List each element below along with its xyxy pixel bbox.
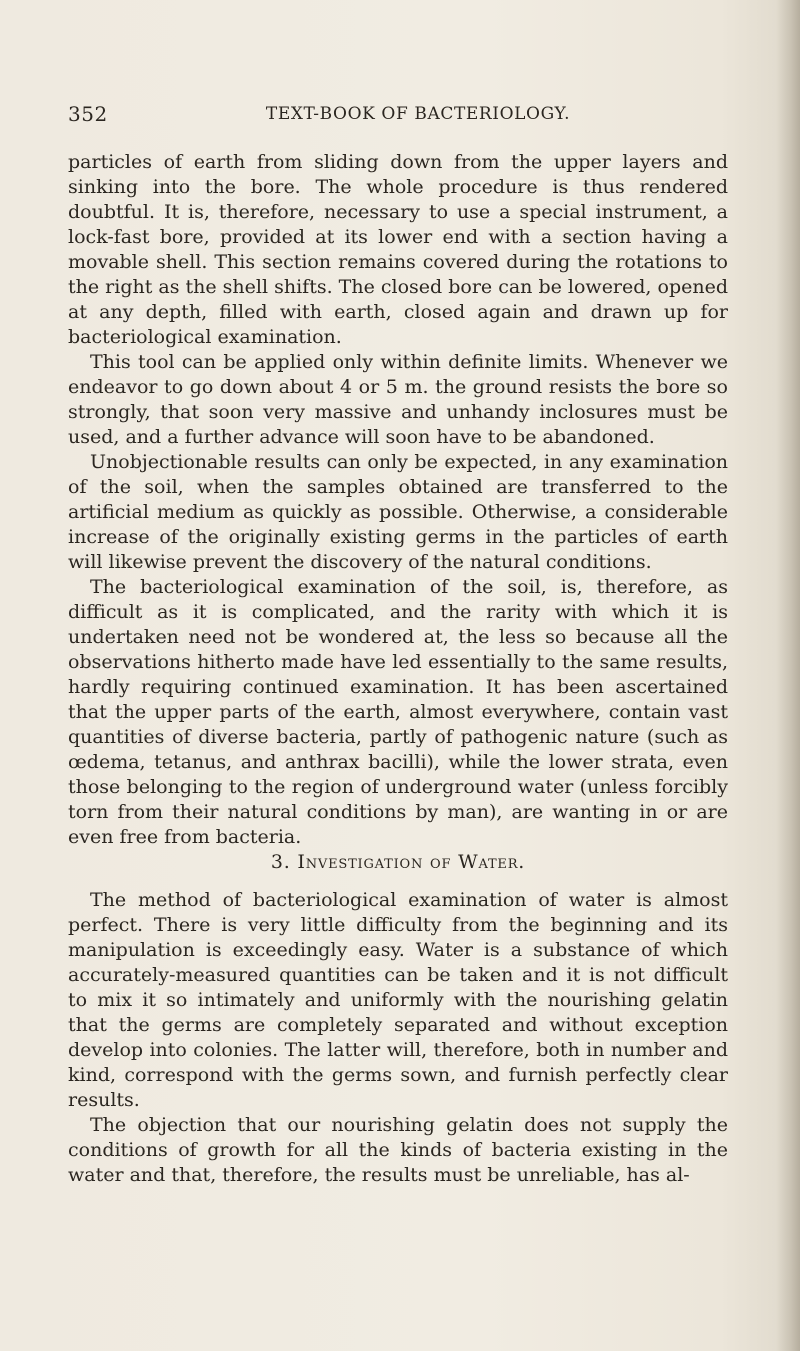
section-title: Investigation of Water. xyxy=(297,851,526,873)
page-header xyxy=(68,100,738,130)
body-text-upper xyxy=(68,150,728,850)
paragraph: Unobjectionable results can only be expected, in any examination of the soil, when the samples obtained are transferred to the artificial medium as quickly as possible. Otherwise, a considerable increase of the originally existing germs in the particles of earth will likewise prevent the discovery of the natural conditions. xyxy=(68,451,728,573)
paragraph: The bacteriological examination of the soil, is, therefore, as difficult as it is complicated, and the rarity with which it is undertaken need not be wondered at, the less so because all the observations hitherto made have led essentially to the same results, hardly requiring continued examination. It has been ascertained that the upper parts of the earth, almost everywhere, contain vast quantities of diverse bacteria, partly of pathogenic nature (such as œdema, tetanus, and anthrax bacilli), while the lower strata, even those belonging to the region of underground water (unless forcibly torn from their natural conditions by man), are wanting in or are even free from bacteria. xyxy=(68,576,728,848)
paragraph: The method of bacteriological examination of water is almost perfect. There is very little difficulty from the beginning and its manipulation is exceedingly easy. Water is a substance of which accurately-measured quantities can be taken and it is not difficult to mix it so intimately and uniformly with the nourishing gelatin that the germs are completely separated and without exception develop into colonies. The latter will, therefore, both in number and kind, correspond with the germs sown, and furnish perfectly clear results. xyxy=(68,889,728,1111)
section-heading xyxy=(68,851,728,873)
paragraph: This tool can be applied only within definite limits. Whenever we endeavor to go down about 4 or 5 m. the ground resists the bore so strongly, that soon very massive and unhandy inclosures must be used, and a further advance will soon have to be abandoned. xyxy=(68,351,728,448)
page-number: 352 xyxy=(68,102,108,126)
body-text-lower xyxy=(68,888,728,1188)
paragraph-continuation: particles of earth from sliding down from the upper layers and sinking into the bore. The whole procedure is thus rendered doubtful. It is, therefore, necessary to use a special instrument, a lock-fast bore, provided at its lower end with a section having a movable shell. This section remains covered during the rotations to the right as the shell shifts. The closed bore can be lowered, opened at any depth, filled with earth, closed again and drawn up for bacteriological examination. xyxy=(68,151,728,348)
running-title: TEXT-BOOK OF BACTERIOLOGY. xyxy=(265,104,571,124)
page-spine-shadow xyxy=(776,0,800,1351)
section-number: 3. xyxy=(270,851,291,873)
paragraph: The objection that our nourishing gelatin does not supply the conditions of growth for all the kinds of bacteria existing in the water and that, therefore, the results must be unreliable, has al- xyxy=(68,1114,728,1186)
